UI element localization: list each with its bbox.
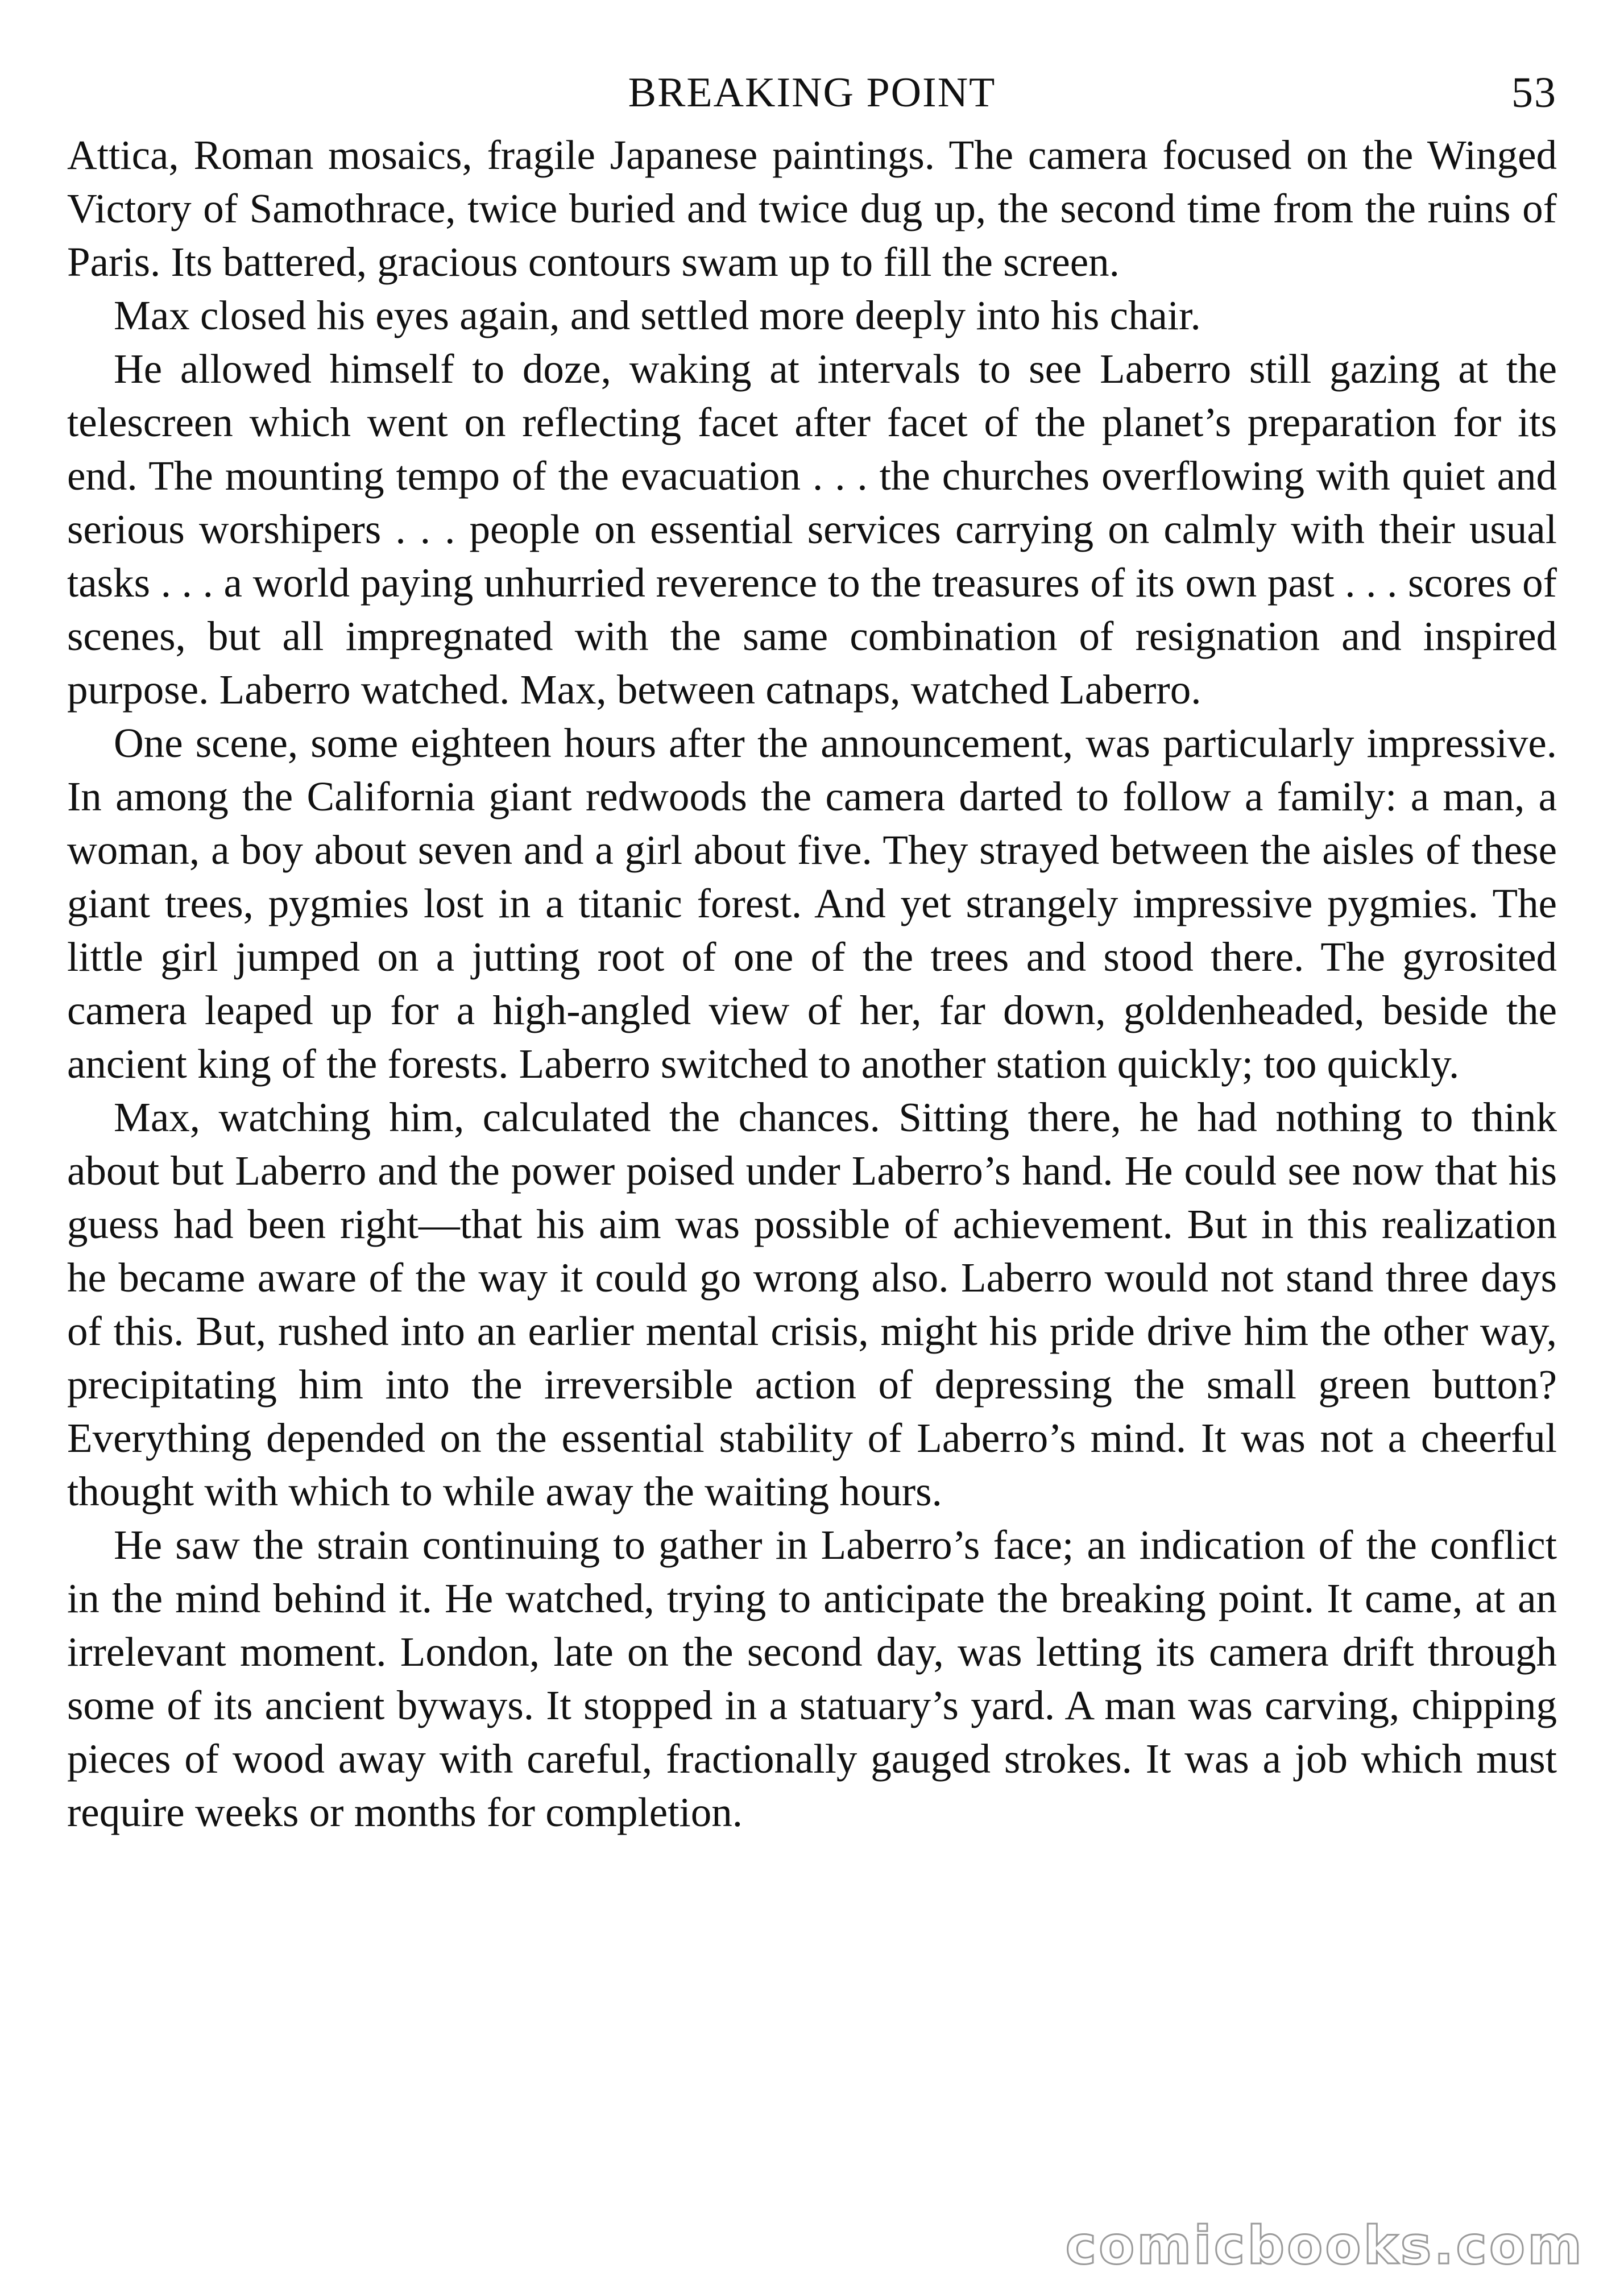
watermark: comicbooks.com xyxy=(1065,2215,1584,2276)
paragraph-2: Max closed his eyes again, and settled more deeply into his chair. xyxy=(114,292,1201,338)
paragraph-5: Max, watching him, calculated the chances. Sitting there, he had nothing to think about but Laberro and the power poised under Laberro’s hand. He could see now that his guess had been right—that his aim was possible of achievement. But in this realization he became aware of the way it could go wrong also. Laberro would not stand three days of this. But, rushed into an earlier mental crisis, might his pride drive him the other way, precipitating him into the irreversible action of depressing the small green button? Everything depended on the essential stability of Laberro’s mind. It was not a cheerful thought with which to while away the waiting hours. xyxy=(67,1094,1557,1514)
paragraph-4: One scene, some eighteen hours after the announcement, was particularly impressive. In among the California giant redwoods the camera darted to follow a family: a man, a woman, a boy about seven and a girl about five. They strayed between the aisles of these giant trees, pygmies lost in a titanic forest. And yet strangely impressive pygmies. The little girl jumped on a jutting root of one of the trees and stood there. The gyrosited camera leaped up for a high-angled view of her, far down, goldenheaded, beside the ancient king of the forests. Laberro switched to another station quickly; too quickly. xyxy=(67,720,1557,1087)
running-title: BREAKING POINT xyxy=(628,69,996,116)
body-text xyxy=(67,129,1557,1839)
paragraph-1: Attica, Roman mosaics, fragile Japanese paintings. The camera focused on the Winged Victory of Samothrace, twice buried and twice dug up, the second time from the ruins of Paris. Its battered, gracious contours swam up to fill the screen. xyxy=(67,132,1557,285)
page-number: 53 xyxy=(1511,69,1557,117)
paragraph-3: He allowed himself to doze, waking at intervals to see Laberro still gazing at the telescreen which went on reflecting facet after facet of the planet’s preparation for its end. The mounting tempo of the evacuation . . . the churches overflowing with quiet and serious worshipers . . . people on essential services carrying on calmly with their usual tasks . . . a world paying unhurried reverence to the treasures of its own past . . . scores of scenes, but all impregnated with the same combination of resignation and inspired purpose. Laberro watched. Max, between catnaps, watched Laberro. xyxy=(67,346,1557,713)
paragraph-6: He saw the strain continuing to gather in Laberro’s face; an indication of the conflict in the mind behind it. He watched, trying to anticipate the breaking point. It came, at an irrelevant moment. London, late on the second day, was letting its camera drift through some of its ancient byways. It stopped in a statuary’s yard. A man was carving, chipping pieces of wood away with careful, fractionally gauged strokes. It was a job which must require weeks or months for completion. xyxy=(67,1522,1557,1835)
page-header xyxy=(0,61,1624,124)
